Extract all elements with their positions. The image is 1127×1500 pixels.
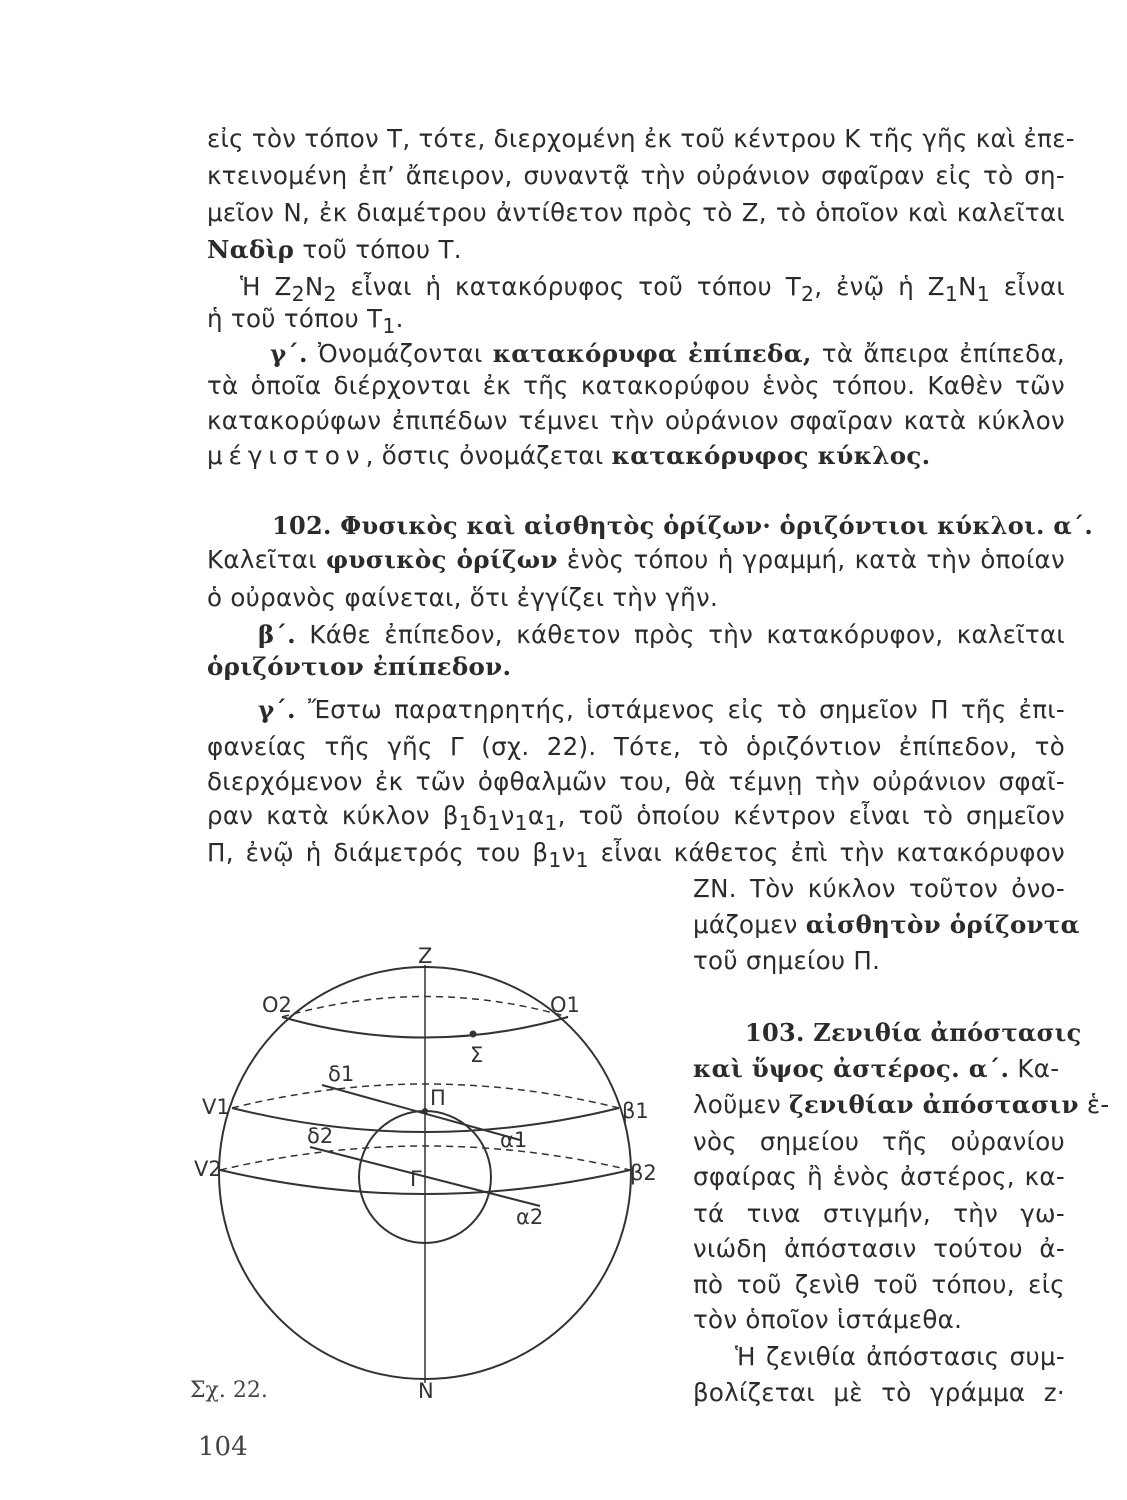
- text-line: ὁ οὐρανὸς φαίνεται, ὅτι ἐγγίζει τὴν γῆν.: [207, 583, 719, 612]
- text-line: [258, 695, 1065, 725]
- term-vertical-planes: κατακόρυφα ἐπίπεδα,: [492, 339, 812, 368]
- label-v1: V1: [202, 1095, 230, 1119]
- text-line: τοῦ σημείου Π.: [693, 946, 881, 975]
- subscript: 1: [548, 847, 562, 872]
- text-line: βολίζεται μὲ τὸ γράμμα z·: [693, 1378, 1065, 1407]
- text-line: [207, 235, 1065, 265]
- text-line: [207, 801, 1065, 838]
- text-line: [207, 545, 1065, 575]
- text-span: δ: [472, 801, 488, 830]
- text-line: [258, 620, 1065, 650]
- text-line: [207, 441, 1065, 471]
- subscript: 1: [976, 281, 991, 306]
- label-z: Z: [418, 944, 433, 968]
- label-g: Γ: [410, 1167, 422, 1191]
- celestial-sphere-figure: [180, 935, 690, 1405]
- star-sigma-point: [470, 1031, 477, 1038]
- text-span: εἶναι κάθετος ἐπὶ τὴν κατακόρυφον: [588, 838, 1065, 867]
- term-zenith-distance: ζενιθίαν ἀπόστασιν: [789, 1090, 1079, 1119]
- text-span: Ν: [958, 272, 977, 301]
- text-span: ραν κατὰ κύκλον β: [207, 801, 459, 830]
- text-span: μάζομεν: [693, 910, 806, 939]
- para-label: γ΄.: [270, 339, 308, 368]
- text-line: [207, 304, 1065, 341]
- subscript: 1: [487, 810, 501, 835]
- label-n: N: [418, 1379, 434, 1403]
- text-span: , τοῦ ὁποίου κέντρον εἶναι τὸ σημεῖον: [557, 801, 1065, 830]
- text-span: .: [395, 304, 404, 333]
- para-label: α΄.: [959, 1054, 1010, 1083]
- text-line: πὸ τοῦ ζενὶθ τοῦ τόπου, εἰς: [693, 1270, 1065, 1299]
- text-span: ν: [500, 801, 515, 830]
- label-a1: α1: [500, 1128, 528, 1152]
- label-o2: O2: [262, 993, 292, 1017]
- label-b1: β1: [622, 1099, 649, 1123]
- label-sigma: Σ: [470, 1043, 484, 1067]
- label-b2: β2: [630, 1161, 657, 1185]
- spaced-word: μέγιστον: [207, 441, 366, 470]
- term-horizontal-plane: ὁριζόντιον ἐπίπεδον.: [207, 652, 512, 681]
- text-line: [693, 1054, 1065, 1084]
- text-span: ἡ τοῦ τόπου Τ: [207, 304, 383, 333]
- text-span: Π, ἐνῷ ἡ διάμετρός του β: [207, 838, 549, 867]
- text-span: ἑνὸς τόπου ἡ γραμμή, κατὰ τὴν ὁποίαν: [557, 545, 1065, 574]
- text-span: Ν: [304, 272, 324, 301]
- text-line: [207, 838, 1065, 875]
- subscript: 1: [514, 810, 528, 835]
- text-line: κτεινομένη ἐπ’ ἄπειρον, συναντᾷ τὴν οὐράνιον σφαῖραν εἰς τὸ ση-: [207, 161, 1065, 190]
- section-heading-103-cont: καὶ ὕψος ἀστέρος.: [693, 1054, 960, 1083]
- label-d1: δ1: [328, 1062, 355, 1086]
- label-v2: V2: [194, 1157, 222, 1181]
- text-span: Ἔστω παρατηρητής, ἱστάμενος εἰς τὸ σημεῖον Π τῆς ἐπι-: [295, 695, 1065, 724]
- text-span: ἑ-: [1078, 1090, 1110, 1119]
- text-line: φανείας τῆς γῆς Γ (σχ. 22). Τότε, τὸ ὁριζόντιον ἐπίπεδον, τὸ: [207, 732, 1065, 761]
- text-span: Ὀνομάζονται: [307, 339, 493, 368]
- subscript: 1: [382, 313, 396, 338]
- text-span: λοῦμεν: [693, 1090, 790, 1119]
- text-line: [270, 339, 1065, 369]
- page-number: 104: [198, 1432, 248, 1462]
- text-span: τὰ ἄπειρα ἐπίπεδα,: [811, 339, 1065, 368]
- text-line: εἰς τὸν τόπον Τ, τότε, διερχομένη ἐκ τοῦ κέντρου Κ τῆς γῆς καὶ ἐπε-: [207, 124, 1075, 153]
- term-natural-horizon: φυσικὸς ὁρίζων: [325, 545, 558, 574]
- text-line: τὰ ὁποῖα διέρχονται ἐκ τῆς κατακορύφου ἑνὸς τόπου. Καθὲν τῶν: [207, 371, 1065, 400]
- text-line: τά τινα στιγμήν, τὴν γω-: [693, 1199, 1065, 1228]
- text-span: ν: [561, 838, 576, 867]
- label-a2: α2: [516, 1205, 544, 1229]
- text-line: κατακορύφων ἐπιπέδων τέμνει τὴν οὐράνιον σφαῖραν κατὰ κύκλον: [207, 406, 1065, 435]
- subscript: 2: [323, 281, 337, 306]
- text-span: , ὅστις ὀνομάζεται: [365, 441, 612, 470]
- point-p: [422, 1108, 428, 1114]
- subscript: 2: [800, 281, 815, 306]
- text-span: Κα-: [1009, 1054, 1060, 1083]
- text-span: τοῦ τόπου Τ.: [294, 235, 462, 264]
- section-heading-102: 102. Φυσικὸς καὶ αἰσθητὸς ὁρίζων· ὁριζόντιοι κύκλοι. α΄.: [272, 511, 1094, 540]
- text-line: διερχόμενον ἐκ τῶν ὀφθαλμῶν του, θὰ τέμνῃ τὴν οὐράνιον σφαῖ-: [207, 767, 1065, 796]
- para-label: γ΄.: [258, 695, 296, 724]
- subscript: 2: [291, 281, 305, 306]
- section-heading-103: 103. Ζενιθία ἀπόστασις: [745, 1018, 1082, 1047]
- text-line: Ἡ ζενιθία ἀπόστασις συμ-: [735, 1342, 1065, 1371]
- text-span: , ἐνῷ ἡ Ζ: [814, 272, 945, 301]
- text-line: [693, 1090, 1110, 1120]
- subscript: 1: [458, 810, 473, 835]
- text-line: νὸς σημείου τῆς οὐρανίου: [693, 1127, 1065, 1156]
- term-vertical-circle: κατακόρυφος κύκλος.: [611, 441, 931, 470]
- subscript: 1: [544, 810, 558, 835]
- text-line: σφαίρας ἢ ἑνὸς ἀστέρος, κα-: [693, 1162, 1065, 1191]
- text-span: εἶναι: [990, 272, 1065, 301]
- label-o1: O1: [550, 993, 580, 1017]
- para-label: β΄.: [258, 620, 296, 649]
- text-span: Ἡ Ζ: [240, 272, 292, 301]
- text-line: μεῖον Ν, ἐκ διαμέτρου ἀντίθετον πρὸς τὸ Ζ, τὸ ὁποῖον καὶ καλεῖται: [207, 198, 1065, 227]
- text-span: εἶναι ἡ κατακόρυφος τοῦ τόπου Τ: [336, 272, 801, 301]
- term-sensible-horizon: αἰσθητὸν ὁρίζοντα: [805, 910, 1080, 939]
- term-nadir: Ναδὶρ: [207, 235, 295, 264]
- text-line: [693, 910, 1080, 940]
- label-d2: δ2: [307, 1124, 334, 1148]
- text-span: Καλεῖται: [207, 545, 326, 574]
- subscript: 1: [944, 281, 959, 306]
- text-span: Κάθε ἐπίπεδον, κάθετον πρὸς τὴν κατακόρυφον, καλεῖται: [295, 620, 1065, 649]
- subscript: 1: [575, 847, 589, 872]
- figure-caption: Σχ. 22.: [190, 1378, 268, 1403]
- label-p: Π: [430, 1086, 446, 1110]
- text-line: τὸν ὁποῖον ἱστάμεθα.: [693, 1305, 963, 1334]
- text-line: ΖΝ. Τὸν κύκλον τοῦτον ὀνο-: [693, 874, 1065, 903]
- text-line: νιώδη ἀπόστασιν τούτου ἀ-: [693, 1234, 1065, 1263]
- text-span: α: [527, 801, 545, 830]
